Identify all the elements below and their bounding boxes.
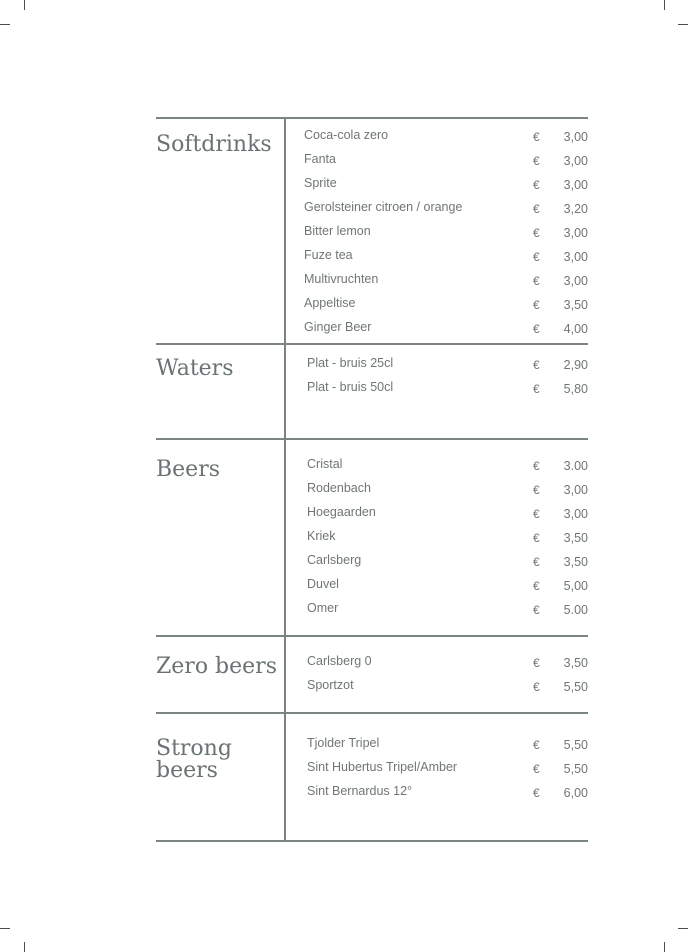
item-price: 3,50 — [563, 531, 588, 545]
column-divider — [284, 117, 286, 842]
item-name: Bitter lemon — [304, 224, 371, 238]
item-name: Fuze tea — [304, 248, 353, 262]
item-name: Ginger Beer — [304, 320, 372, 334]
euro-symbol: € — [533, 680, 540, 694]
euro-symbol: € — [533, 459, 540, 473]
item-price: 5,50 — [563, 680, 588, 694]
item-price: 3,00 — [563, 274, 588, 288]
euro-symbol: € — [533, 358, 540, 372]
euro-symbol: € — [533, 250, 540, 264]
item-name: Cristal — [307, 457, 343, 471]
item-price: 3,00 — [563, 507, 588, 521]
item-name: Kriek — [307, 529, 336, 543]
euro-symbol: € — [533, 130, 540, 144]
menu-item — [304, 151, 688, 175]
item-price: 3.00 — [563, 459, 588, 473]
euro-symbol: € — [533, 555, 540, 569]
item-price: 5,50 — [563, 762, 588, 776]
euro-symbol: € — [533, 603, 540, 617]
item-price: 6,00 — [563, 786, 588, 800]
title-line: beers — [156, 758, 218, 783]
euro-symbol: € — [533, 298, 540, 312]
menu-item — [304, 199, 688, 223]
item-price: 5.00 — [563, 603, 588, 617]
item-name: Omer — [307, 601, 339, 615]
crop-mark — [0, 24, 10, 25]
menu-item — [304, 295, 688, 319]
item-name: Appeltise — [304, 296, 356, 310]
item-name: Sint Hubertus Tripel/Amber — [307, 760, 458, 774]
euro-symbol: € — [533, 531, 540, 545]
divider-top — [156, 117, 588, 119]
section-title-strong-beers — [156, 738, 232, 782]
item-name: Plat - bruis 25cl — [307, 356, 394, 370]
euro-symbol: € — [533, 656, 540, 670]
divider-waters-beers — [156, 438, 588, 440]
item-price: 4,00 — [563, 322, 588, 336]
section-title-softdrinks: Softdrinks — [156, 132, 272, 157]
euro-symbol: € — [533, 483, 540, 497]
item-name: Carlsberg — [307, 553, 362, 567]
euro-symbol: € — [533, 178, 540, 192]
menu-item — [304, 127, 688, 151]
menu-item — [307, 576, 688, 600]
item-price: 3,50 — [563, 656, 588, 670]
section-title-beers: Beers — [156, 457, 221, 482]
item-price: 3,00 — [563, 483, 588, 497]
item-price: 2,90 — [563, 358, 588, 372]
menu-item — [307, 677, 688, 701]
menu-item — [307, 528, 688, 552]
menu-item — [307, 552, 688, 576]
section-title-waters: Waters — [156, 356, 234, 381]
crop-mark — [24, 0, 25, 10]
item-price: 5,80 — [563, 382, 588, 396]
menu-item — [304, 247, 688, 271]
menu-item — [307, 504, 688, 528]
item-price: 3,20 — [563, 202, 588, 216]
item-name: Fanta — [304, 152, 336, 166]
euro-symbol: € — [533, 786, 540, 800]
item-price: 3,50 — [563, 555, 588, 569]
menu-item — [304, 271, 688, 295]
item-price: 3,00 — [563, 130, 588, 144]
euro-symbol: € — [533, 322, 540, 336]
item-price: 5,00 — [563, 579, 588, 593]
divider-beers-zero — [156, 635, 588, 637]
euro-symbol: € — [533, 226, 540, 240]
item-name: Duvel — [307, 577, 339, 591]
menu-item — [307, 735, 688, 759]
item-name: Sint Bernardus 12° — [307, 784, 413, 798]
item-name: Carlsberg 0 — [307, 654, 372, 668]
item-price: 3,50 — [563, 298, 588, 312]
item-name: Rodenbach — [307, 481, 371, 495]
crop-mark — [678, 928, 688, 929]
menu-item — [307, 355, 688, 379]
divider-bottom — [156, 840, 588, 842]
divider-zero-strong — [156, 712, 588, 714]
menu-item — [304, 319, 688, 343]
item-name: Coca-cola zero — [304, 128, 389, 142]
crop-mark — [664, 942, 665, 952]
crop-mark — [678, 24, 688, 25]
item-name: Sprite — [304, 176, 337, 190]
item-price: 3,00 — [563, 154, 588, 168]
menu-item — [307, 783, 688, 807]
divider-softdrinks-waters — [156, 343, 588, 345]
menu-item — [307, 600, 688, 624]
menu-item — [307, 480, 688, 504]
euro-symbol: € — [533, 274, 540, 288]
item-name: Multivruchten — [304, 272, 379, 286]
menu-item — [304, 223, 688, 247]
item-name: Gerolsteiner citroen / orange — [304, 200, 463, 214]
section-title-zero-beers: Zero beers — [156, 654, 277, 679]
item-price: 5,50 — [563, 738, 588, 752]
euro-symbol: € — [533, 382, 540, 396]
crop-mark — [0, 928, 10, 929]
item-name: Sportzot — [307, 678, 354, 692]
euro-symbol: € — [533, 762, 540, 776]
euro-symbol: € — [533, 202, 540, 216]
menu-item — [307, 759, 688, 783]
menu-item — [307, 653, 688, 677]
crop-mark — [664, 0, 665, 10]
euro-symbol: € — [533, 738, 540, 752]
euro-symbol: € — [533, 507, 540, 521]
item-price: 3,00 — [563, 250, 588, 264]
menu-item — [304, 175, 688, 199]
item-price: 3,00 — [563, 178, 588, 192]
menu-item — [307, 456, 688, 480]
euro-symbol: € — [533, 154, 540, 168]
item-name: Plat - bruis 50cl — [307, 380, 394, 394]
item-name: Tjolder Tripel — [307, 736, 380, 750]
menu-item — [307, 379, 688, 403]
crop-mark — [24, 942, 25, 952]
item-name: Hoegaarden — [307, 505, 376, 519]
euro-symbol: € — [533, 579, 540, 593]
item-price: 3,00 — [563, 226, 588, 240]
title-line: Strong — [156, 736, 232, 761]
